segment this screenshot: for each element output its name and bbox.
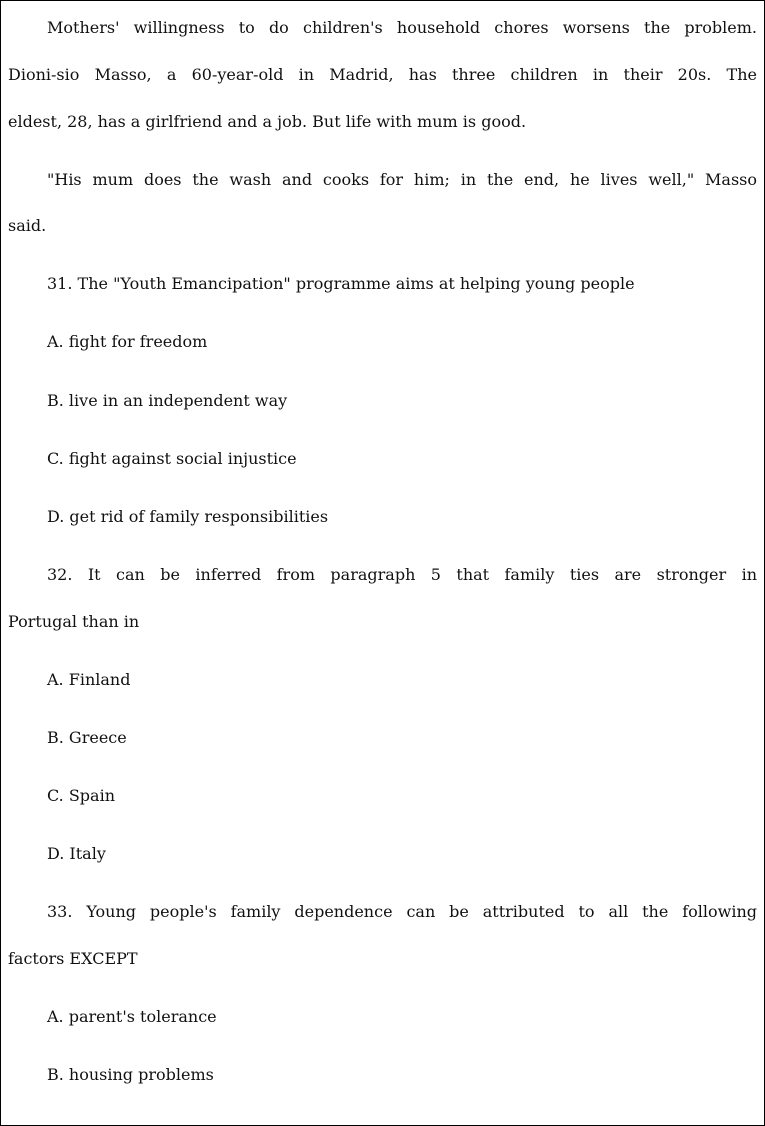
- question-32-option-c: C. Spain: [47, 786, 116, 805]
- passage-line: Dioni-sio Masso, a 60-year-old in Madrid, has three children in their 20s. The: [8, 65, 757, 84]
- question-31-option-a: A. fight for freedom: [47, 332, 208, 351]
- question-32-option-a: A. Finland: [47, 670, 131, 689]
- question-33-stem: 33. Young people's family dependence can be attributed to all the following: [47, 902, 757, 921]
- question-31-option-d: D. get rid of family responsibilities: [47, 507, 329, 526]
- question-33-stem-continued: factors EXCEPT: [8, 949, 138, 968]
- question-31-option-c: C. fight against social injustice: [47, 449, 297, 468]
- passage-line: eldest, 28, has a girlfriend and a job. But life with mum is good.: [8, 112, 527, 131]
- question-32-stem-continued: Portugal than in: [8, 612, 140, 631]
- question-33-option-a: A. parent's tolerance: [47, 1007, 217, 1026]
- passage-line: Mothers' willingness to do children's household chores worsens the problem.: [47, 18, 757, 37]
- question-32-option-d: D. Italy: [47, 844, 106, 863]
- question-31-stem: 31. The "Youth Emancipation" programme aims at helping young people: [47, 274, 635, 293]
- passage-line: said.: [8, 216, 47, 235]
- question-32-option-b: B. Greece: [47, 728, 127, 747]
- question-31-option-b: B. live in an independent way: [47, 391, 288, 410]
- passage-line: "His mum does the wash and cooks for him; in the end, he lives well," Masso: [47, 170, 757, 189]
- question-32-stem: 32. It can be inferred from paragraph 5 that family ties are stronger in: [47, 565, 757, 584]
- question-33-option-b: B. housing problems: [47, 1065, 214, 1084]
